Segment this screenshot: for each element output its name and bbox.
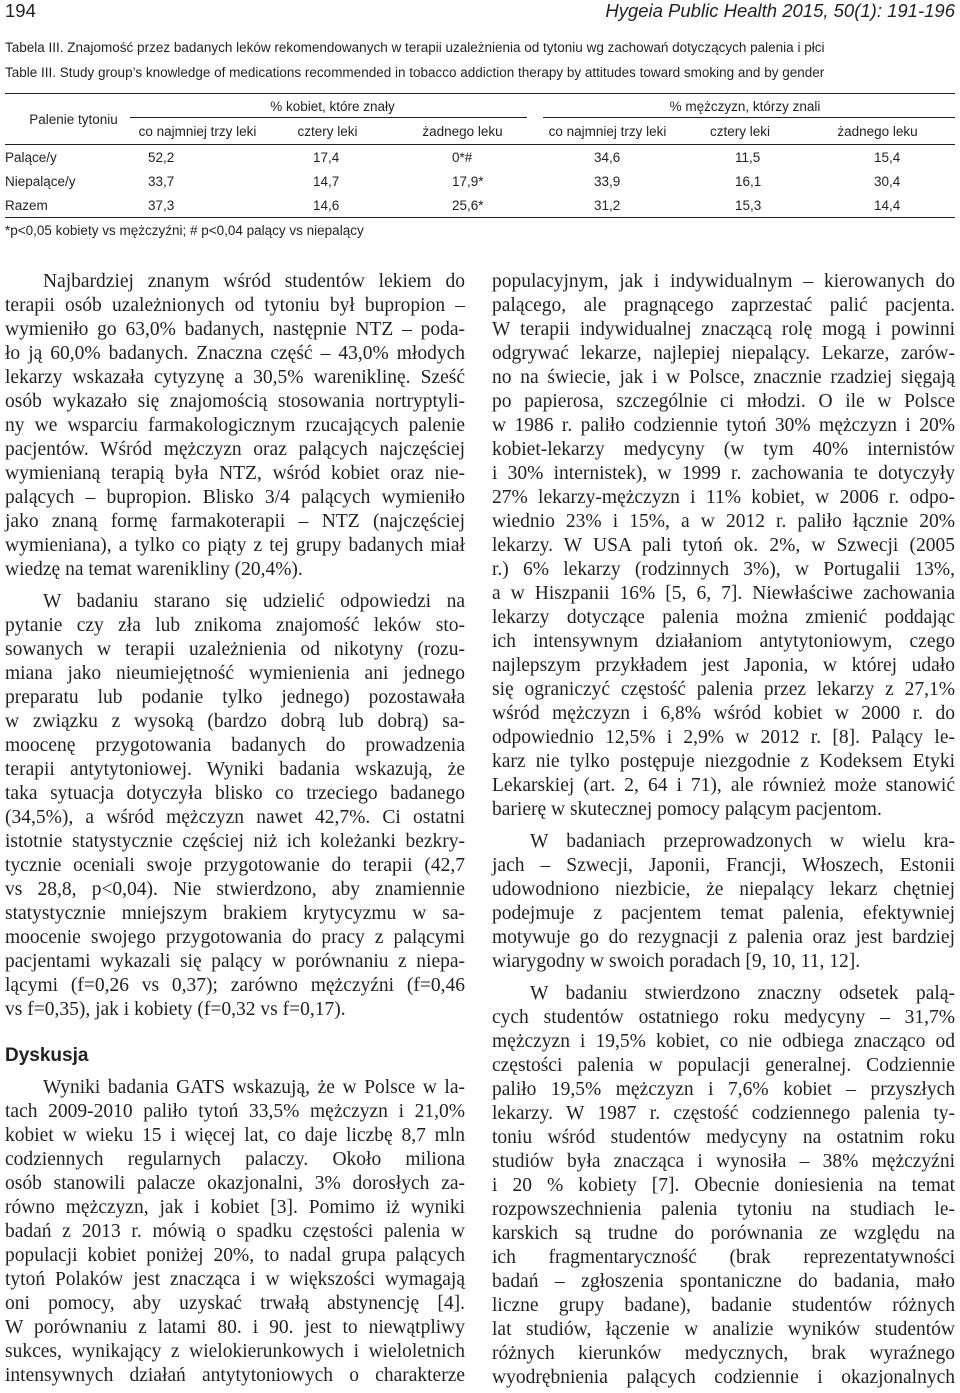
text-line: częstości palenia w populacji generalnej. Codziennie [492, 1055, 955, 1076]
subheader-women-no-drug: żadnego leku [390, 118, 535, 145]
text-line: kobiet w wieku 15 i więcej lat, co daje liczbę 8,7 mln [5, 1125, 465, 1146]
text-line: podejmuje z pacjentem temat palenia, efektywniej [492, 903, 955, 924]
table-row [5, 193, 955, 218]
table-cell: 14,6 [265, 193, 390, 218]
text-line: lekarzy wskazała cytyzynę a 30,5% wareniklinę. Sześć [5, 367, 465, 388]
page-number: 194 [5, 0, 36, 21]
text-line: vs f=0,35), jak i kobiety (f=0,32 vs f=0,17). [5, 999, 346, 1020]
text-line: i 20 % kobiety [7]. Obecnie doniesienia na temat [492, 1175, 955, 1196]
knowledge-table [5, 93, 955, 218]
text-line: barierę w skutecznej pomocy palącym pacjentom. [492, 799, 882, 820]
text-line: palących – bupropion. Blisko 3/4 palących wymieniło [5, 487, 465, 508]
text-line: wiednio 23% i 15%, a w 2012 r. paliło łącznie 20% [492, 511, 955, 532]
paragraph [5, 1076, 465, 1388]
text-line: i 30% internistek), w 1999 r. zachowania te dotyczyły [492, 463, 955, 484]
table-cell: 52,2 [148, 149, 175, 165]
text-line: Lekarskiej (art. 2, 64 i 71), ale również może stanowić [492, 775, 955, 796]
text-line: ich intensywnym działaniom antytytoniowym, czego [492, 631, 955, 652]
text-line: W terapii indywidualnej znaczącą rolę mogą i powinni [492, 319, 955, 340]
subheader-men-no-drug: żadnego leku [800, 118, 955, 145]
text-line: taka sytuacja dotyczyła blisko co trzeciego badanego [5, 783, 465, 804]
text-line: wiarygodny w swoich poradach [9, 10, 11, 12]. [492, 951, 861, 972]
text-line: tycznie oceniali swoje przygotowanie do terapii (42,7 [5, 855, 465, 876]
right-column [492, 270, 955, 1390]
text-line: Najbardziej znanym wśród studentów lekiem do [43, 271, 465, 292]
table-cell: 34,6 [594, 149, 621, 165]
table-cell: 37,3 [130, 193, 265, 218]
text-line: liczne grupy badane), badanie studentów różnych [492, 1295, 955, 1316]
text-line: osób wykazało się znajomością stosowania nortryptyli- [5, 391, 465, 412]
text-line: lekarzy. W USA pali tytoń ok. 2%, w Szwecji (2005 [492, 535, 955, 556]
subheader-men-three-drugs: co najmniej trzy leki [535, 118, 680, 145]
text-line: lekarzy. W 1987 r. częstość codziennego palenia ty- [492, 1103, 955, 1124]
table-cell: 15,3 [680, 193, 800, 218]
table-caption-english: Table III. Study group’s knowledge of medications recommended in tobacco addiction therapy by attitudes toward smoking and by gender [5, 65, 825, 80]
text-line: sukces, wynikający z wielokierunkowych i wieloletnich [5, 1341, 465, 1362]
text-line: odpowiednio 12,5% i 2,9% w 2012 r. [8]. Palący le- [492, 727, 955, 748]
table-cell: 17,9* [452, 173, 484, 189]
text-line: a w Hiszpanii 16% [5, 6, 7]. Niewłaściwe zachowania [492, 583, 955, 604]
text-line: w 1986 r. paliło codziennie tytoń 30% mężczyzn i 20% [492, 415, 955, 436]
left-column [5, 270, 465, 1388]
row-label: Razem [5, 193, 130, 218]
table-cell: 16,1 [735, 173, 762, 189]
text-line: wymienianą terapią była NTZ, wśród kobiet oraz nie- [5, 463, 465, 484]
table-cell: 11,5 [735, 149, 761, 165]
subheader-women-four-drugs: cztery leki [265, 118, 390, 145]
text-line: populacyjnym, jak i indywidualnym – kierowanych do [492, 271, 955, 292]
page-header [5, 0, 955, 22]
text-line: wiedzę na temat warenikliny (20,4%). [5, 559, 303, 580]
text-line: jako znaną formę farmakoterapii – NTZ (najczęściej [5, 511, 465, 532]
text-line: się ograniczyć częstość palenia przez lekarzy z 27,1% [492, 679, 955, 700]
paragraph [492, 982, 955, 1390]
table-subheader-row [5, 118, 955, 145]
table-caption-polish: Tabela III. Znajomość przez badanych leków rekomendowanych w terapii uzależnienia od tytoniu wg zachowań dotyczących palenia i płci [5, 40, 825, 55]
text-line: miana jako nieumiejętność wymienienia ani jednego [5, 663, 465, 684]
text-line: wyodrębnienia palących codziennie i okazjonalnych [492, 1367, 955, 1388]
text-line: ło ją 60,0% badanych. Znaczna część – 43,0% młodych [5, 343, 465, 364]
text-line: intensywnych działań antytytoniowych o charakterze [5, 1365, 465, 1386]
text-line: (34,5%), a wśród mężczyzn nawet 42,7%. Ci ostatni [5, 807, 465, 828]
text-line: W badaniach przeprowadzonych w wielu kra- [530, 831, 955, 852]
text-line: wymieniło go 63,0% badanych, następnie NTZ – poda- [5, 319, 465, 340]
table-cell: 17,4 [313, 149, 340, 165]
table-cell: 30,4 [874, 173, 901, 189]
text-line: wśród mężczyzn i 6,8% wśród kobiet w 2000 r. do [492, 703, 955, 724]
text-line: cych studentów ostatniego roku medycyny – 31,7% [492, 1007, 955, 1028]
paragraph [5, 590, 465, 1022]
table-cell: 25,6* [390, 193, 535, 218]
text-line: toniu wśród studentów medycyny na ostatnim roku [492, 1127, 955, 1148]
table-caption [5, 35, 955, 85]
text-line: pacjentami wykazali się palący w porównaniu z niepa- [5, 951, 465, 972]
paragraph [492, 270, 955, 822]
text-line: lat studiów, łączenie w analizie wyników studentów [492, 1319, 955, 1340]
table-cell: 33,9 [594, 173, 621, 189]
text-line: jach – Szwecji, Japonii, Francji, Włoszech, Estonii [492, 855, 955, 876]
group-header-women: % kobiet, które znały [130, 94, 535, 119]
text-line: pytanie czy zła lub znikoma znajomość leków sto- [5, 615, 465, 636]
text-line: tytoń Polaków jest znacząca i w większości wymagają [5, 1269, 465, 1290]
text-line: preparatu lub podanie tylko jednego) pozostawała [5, 687, 465, 708]
text-line: karz nie tylko postępuje niezgodnie z Kodeksem Etyki [492, 751, 955, 772]
table-header-row [5, 94, 955, 119]
text-line: r.) 6% lekarzy (rodzinnych 3%), w Portugalii 13%, [492, 559, 955, 580]
text-line: równo mężczyzn, jak i kobiet [3]. Pomimo iż wyniki [5, 1197, 465, 1218]
text-line: mężczyzn i 19,5% kobiet, co nie odbiega znacząco od [492, 1031, 955, 1052]
text-line: badań z 2013 r. mówią o spadku częstości palenia w [5, 1221, 465, 1242]
text-line: Wyniki badania GATS wskazują, że w Polsce w la- [43, 1077, 465, 1098]
text-line: W badaniu starano się udzielić odpowiedzi na [43, 591, 465, 612]
text-line: paliło 19,5% mężczyzn i 7,6% kobiet – przyszłych [492, 1079, 955, 1100]
subheader-men-four-drugs: cztery leki [680, 118, 800, 145]
text-line: karskich są trudne do porównania ze względu na [492, 1223, 955, 1244]
text-line: vs 28,8, p<0,04). Nie stwierdzono, aby znamiennie [5, 879, 465, 900]
text-line: oni pomocy, aby uzyskać trwałą abstynencję [4]. [5, 1293, 465, 1314]
table-cell: 33,7 [148, 173, 175, 189]
text-line: tach 2009-2010 paliło tytoń 33,5% mężczyzn i 21,0% [5, 1101, 465, 1122]
table-row [5, 169, 955, 193]
text-line: terapii osób uzależnionych od tytoniu był bupropion – [5, 295, 465, 316]
text-line: lekarzy dotyczące palenia można zmienić poddając [492, 607, 955, 628]
subheader-women-three-drugs: co najmniej trzy leki [130, 118, 265, 145]
text-line: moocenie swojego przygotowania do pracy z palącymi [5, 927, 465, 948]
table-cell: 14,4 [800, 193, 955, 218]
section-heading: Dyskusja [5, 1045, 89, 1066]
text-line: po papierosa, szczególnie ci młodzi. O ile w Polsce [492, 391, 955, 412]
text-line: W porównaniu z latami 80. i 90. jest to niewątpliwy [5, 1317, 465, 1338]
table-cell: 15,4 [874, 149, 901, 165]
text-line: różnych kierunków medycznych, brak wyraźnego [492, 1343, 955, 1364]
text-line: moocenę przygotowania badanych do prowadzenia [5, 735, 465, 756]
text-line: badań – zgłoszenia spontaniczne do badania, mało [492, 1271, 955, 1292]
text-line: istotnie statystycznie częściej niż ich koleżanki bezkry- [5, 831, 465, 852]
text-line: 27% lekarzy-mężczyzn i 11% kobiet, w 2006 r. odpo- [492, 487, 955, 508]
text-line: rozpowszechnienia palenia tytoniu na studiach le- [492, 1199, 955, 1220]
row-label: Palące/y [5, 149, 57, 165]
text-line: pacjentów. Wśród mężczyzn oraz palących najczęściej [5, 439, 465, 460]
text-line: terapii antytytoniowej. Wyniki badania wskazują, że [5, 759, 465, 780]
table-cell: 14,7 [313, 173, 340, 189]
text-line: osób stanowili palacze okazjonalni, 3% dorosłych za- [5, 1173, 465, 1194]
table-cell: 31,2 [535, 193, 680, 218]
text-line: lącymi (f=0,26 vs 0,37); zarówno mężczyźni (f=0,46 [5, 975, 465, 996]
text-line: udowodniono niezbicie, że niepalący lekarz chętniej [492, 879, 955, 900]
row-label: Niepalące/y [5, 173, 76, 189]
row-header-smoking: Palenie tytoniu [5, 94, 130, 145]
text-line: ny we wsparciu farmakologicznym rzucających palenie [5, 415, 465, 436]
group-header-men: % mężczyzn, którzy znali [535, 94, 955, 119]
paragraph [492, 830, 955, 974]
text-line: w związku z wysoką (bardzo dobrą lub dobrą) sa- [5, 711, 465, 732]
text-line: sowanych w terapii uzależnienia od nikotyny (rozu- [5, 639, 465, 660]
text-line: palącego, ale pragnącego zaprzestać palić pacjenta. [492, 295, 955, 316]
text-line: studiów była znacząca i wynosiła – 38% mężczyźni [492, 1151, 955, 1172]
text-line: ich fragmentaryczność (brak reprezentatywności [492, 1247, 955, 1268]
text-line: codziennych regularnych palaczy. Około miliona [5, 1149, 465, 1170]
text-line: populacji kobiet poniżej 20%, to nadal grupa palących [5, 1245, 465, 1266]
text-line: motywuje go do rezygnacji z palenia oraz jest bardziej [492, 927, 955, 948]
table-cell: 0*# [452, 149, 473, 165]
text-line: wymieniana), a tylko co piąty z tej grupy badanych miał [5, 535, 465, 556]
text-line: W badaniu stwierdzono znaczny odsetek palą- [530, 983, 955, 1004]
text-line: statystycznie mniejszym brakiem krytycyzmu w sa- [5, 903, 465, 924]
text-line: odgrywać lekarze, najlepiej niepalący. Lekarze, zarów- [492, 343, 955, 364]
table-footnote: *p<0,05 kobiety vs mężczyźni; # p<0,04 palący vs niepalący [5, 223, 364, 238]
table-row [5, 145, 955, 170]
text-line: no na świecie, jak i w Polsce, znacznie rzadziej sięgają [492, 367, 955, 388]
text-line: kobiet-lekarzy medycyny (w tym 40% internistów [492, 439, 955, 460]
journal-citation: Hygeia Public Health 2015, 50(1): 191-196 [605, 0, 955, 21]
text-line: najlepszym przykładem jest Japonia, w której udało [492, 655, 955, 676]
paragraph [5, 270, 465, 582]
